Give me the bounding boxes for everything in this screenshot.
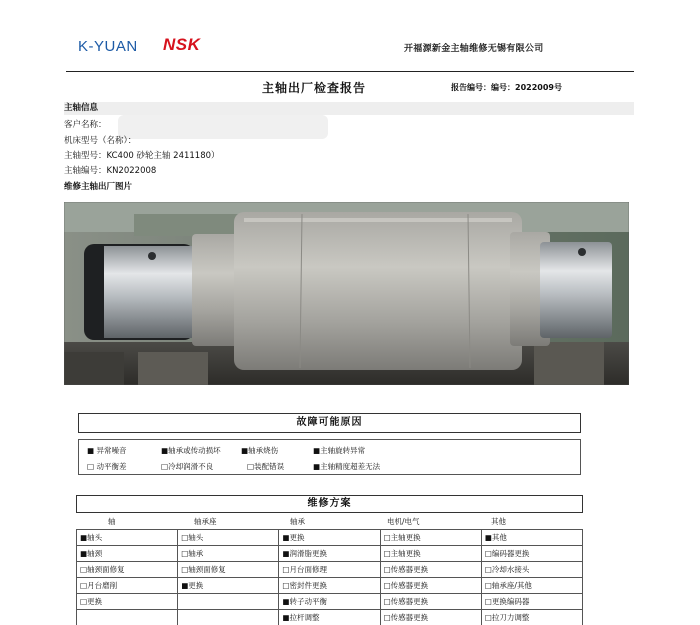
table-cell: ■轴颈 — [77, 546, 178, 562]
table-cell: □轴颈面修复 — [178, 562, 279, 578]
nsk-logo: NSK — [163, 35, 201, 54]
table-cell: □更换编码器 — [481, 594, 582, 610]
photo-label: 维修主轴出厂图片 — [64, 182, 133, 192]
info-band — [64, 102, 634, 115]
fault-item: ■主轴旋转异常 — [313, 446, 366, 455]
plan-column-header: 轴承 — [290, 517, 305, 526]
table-cell: □冷却水接头 — [481, 562, 582, 578]
fault-item: ■轴承或传动损坏 — [161, 446, 221, 455]
table-cell — [178, 594, 279, 610]
table-cell: □拉刀力调整 — [481, 610, 582, 625]
table-cell: □传感器更换 — [380, 578, 481, 594]
table-cell: ■轴头 — [77, 530, 178, 546]
table-row — [77, 546, 583, 562]
fault-item: ■ 异常噪音 — [87, 446, 127, 455]
table-cell: □密封件更换 — [279, 578, 380, 594]
k-yuan-logo: K-YUAN — [78, 38, 138, 55]
table-cell: □轴承 — [178, 546, 279, 562]
table-cell: □编码器更换 — [481, 546, 582, 562]
plan-column-header: 轴 — [108, 517, 116, 526]
report-header — [0, 0, 700, 72]
table-row — [77, 578, 583, 594]
redacted-customer — [118, 115, 328, 139]
spindle-model: 主轴型号：KC400 砂轮主轴 2411180） — [64, 151, 220, 161]
plan-column-header: 电机/电气 — [387, 517, 420, 526]
table-cell — [178, 610, 279, 625]
report-title: 主轴出厂检查报告 — [262, 81, 367, 95]
table-row — [77, 610, 583, 625]
fault-item: □冷却润滑不良 — [161, 462, 214, 471]
title-row — [0, 76, 700, 98]
table-cell: □更换 — [77, 594, 178, 610]
table-cell: □轴承座/其他 — [481, 578, 582, 594]
fault-item: ■轴承烧伤 — [241, 446, 279, 455]
repair-plan-header — [76, 495, 583, 513]
table-cell: ■其他 — [481, 530, 582, 546]
spindle-serial: 主轴编号：KN2022008 — [64, 166, 157, 176]
company-name: 开福源新金主轴维修无锡有限公司 — [404, 44, 544, 54]
table-cell: □传感器更换 — [380, 562, 481, 578]
info-section-label: 主轴信息 — [64, 103, 99, 113]
customer-label: 客户名称： — [64, 120, 107, 130]
table-cell: □轴头 — [178, 530, 279, 546]
table-cell: □传感器更换 — [380, 594, 481, 610]
header-rule — [66, 71, 634, 72]
table-row — [77, 562, 583, 578]
table-cell: ■更换 — [178, 578, 279, 594]
fault-cause-title: 故障可能原因 — [296, 417, 363, 428]
table-cell: □主轴更换 — [380, 546, 481, 562]
repair-plan-title: 维修方案 — [307, 498, 352, 509]
table-row — [77, 594, 583, 610]
fault-item: □装配错误 — [247, 462, 285, 471]
table-cell: ■转子动平衡 — [279, 594, 380, 610]
machine-label: 机床型号（名称）： — [64, 136, 137, 146]
table-cell: ■润滑脂更换 — [279, 546, 380, 562]
table-cell: □月台磨削 — [77, 578, 178, 594]
table-cell: ■更换 — [279, 530, 380, 546]
fault-cause-list — [78, 439, 581, 475]
table-cell — [77, 610, 178, 625]
table-cell: □月台面修理 — [279, 562, 380, 578]
table-cell: □传感器更换 — [380, 610, 481, 625]
fault-item: □ 动平衡差 — [87, 462, 127, 471]
table-cell: □轴颈面修复 — [77, 562, 178, 578]
report-number: 报告编号：编号：2022009号 — [451, 83, 562, 92]
table-row — [77, 530, 583, 546]
table-cell: ■拉杆调整 — [279, 610, 380, 625]
spindle-photo — [64, 202, 629, 385]
plan-column-header: 轴承座 — [194, 517, 217, 526]
fault-item: ■主轴精度超差无法 — [313, 462, 381, 471]
fault-cause-header — [78, 413, 581, 433]
plan-column-header: 其他 — [491, 517, 506, 526]
repair-plan-table — [76, 529, 583, 625]
table-cell: □主轴更换 — [380, 530, 481, 546]
